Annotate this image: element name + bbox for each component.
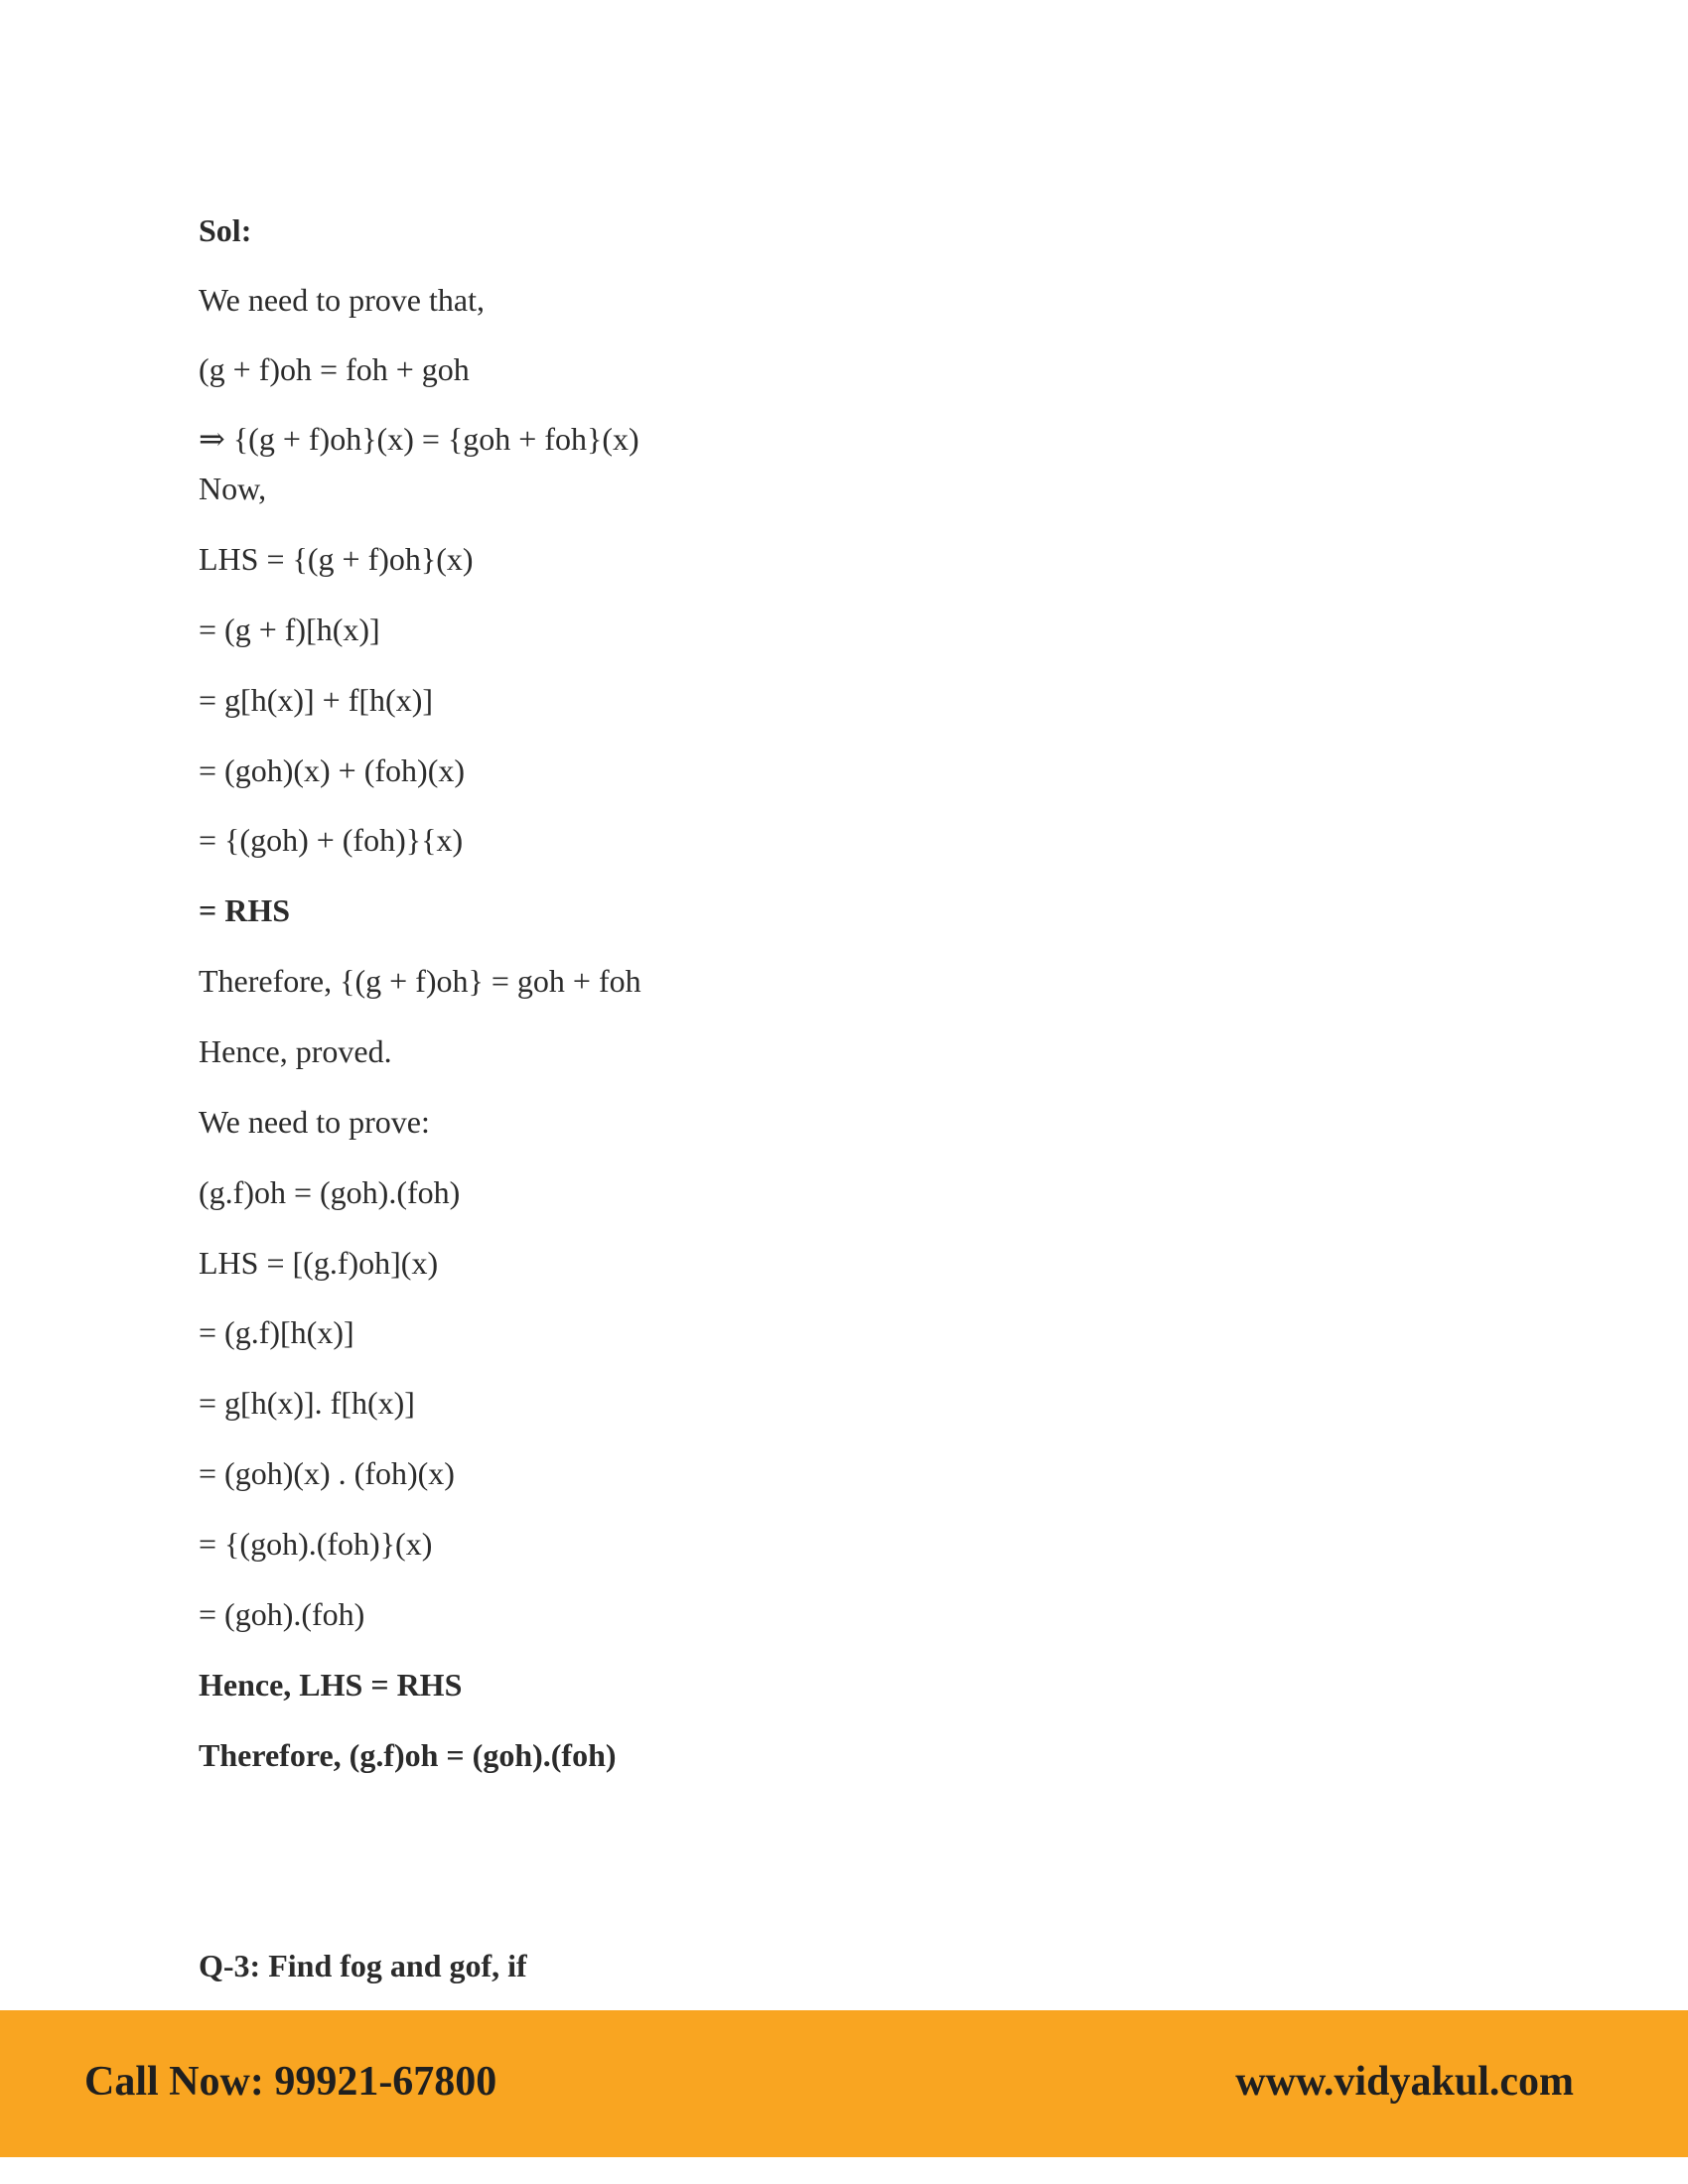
equation-line: LHS = {(g + f)oh}(x) — [199, 541, 474, 577]
equation-line: = (g.f)[h(x)] — [199, 1314, 354, 1350]
document-content — [199, 0, 1489, 2005]
text-line: Hence, proved. — [199, 1033, 392, 1069]
equation-line: = (g + f)[h(x)] — [199, 612, 380, 647]
equation-line: = g[h(x)] + f[h(x)] — [199, 682, 433, 718]
equation-line: (g + f)oh = foh + goh — [199, 351, 470, 387]
equation-line: = g[h(x)]. f[h(x)] — [199, 1385, 415, 1421]
conclusion-line: Therefore, (g.f)oh = (goh).(foh) — [199, 1737, 617, 1773]
equation-line: = {(goh) + (foh)}{x) — [199, 822, 464, 858]
equation-line: (g.f)oh = (goh).(foh) — [199, 1174, 461, 1210]
text-line: Therefore, {(g + f)oh} = goh + foh — [199, 963, 641, 999]
equation-line: = (goh)(x) . (foh)(x) — [199, 1455, 455, 1491]
equation-line: = (goh).(foh) — [199, 1596, 365, 1632]
footer-banner — [0, 2010, 1688, 2157]
equation-line: ⇒ {(g + f)oh}(x) = {goh + foh}(x) — [199, 421, 639, 457]
equation-line: = {(goh).(foh)}(x) — [199, 1526, 433, 1562]
call-now-text: Call Now: 99921-67800 — [84, 2059, 497, 2105]
rhs-line: = RHS — [199, 892, 291, 928]
text-line: Now, — [199, 471, 267, 506]
website-link[interactable]: www.vidyakul.com — [1235, 2059, 1574, 2105]
conclusion-line: Hence, LHS = RHS — [199, 1667, 463, 1703]
question-heading: Q-3: Find fog and gof, if — [199, 1948, 527, 1983]
text-line: We need to prove: — [199, 1104, 430, 1140]
sol-heading: Sol: — [199, 212, 252, 248]
equation-line: LHS = [(g.f)oh](x) — [199, 1245, 439, 1281]
text-line: We need to prove that, — [199, 282, 485, 318]
equation-line: = (goh)(x) + (foh)(x) — [199, 752, 465, 788]
